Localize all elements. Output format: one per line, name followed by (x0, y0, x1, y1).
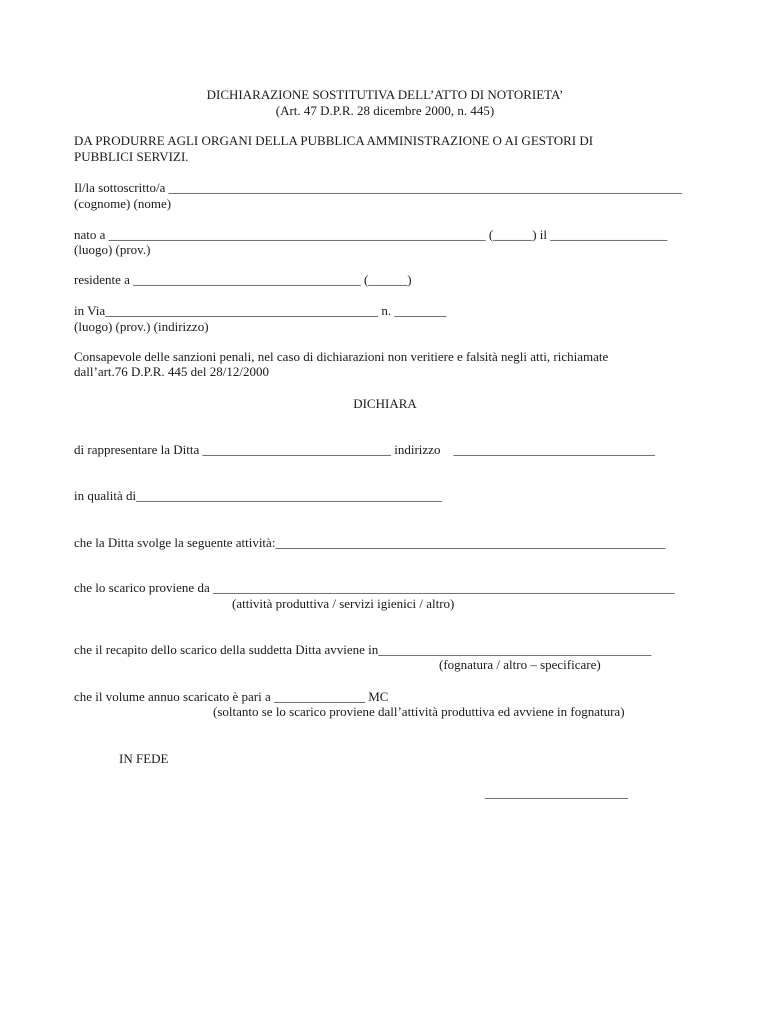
document-title: DICHIARAZIONE SOSTITUTIVA DELL’ATTO DI NOTORIETA’ (206, 87, 564, 102)
intro-line-2: PUBBLICI SERVIZI. (74, 149, 189, 164)
scarico-hint: (attività produttiva / servizi igienici / altro) (232, 596, 455, 611)
volume-field[interactable]: che il volume annuo scaricato è pari a ______________ MC (74, 689, 389, 704)
intro-line-1: DA PRODURRE AGLI ORGANI DELLA PUBBLICA AMMINISTRAZIONE O AI GESTORI DI (74, 133, 594, 148)
sottoscritto-field[interactable]: Il/la sottoscritto/a _______________________________________________________________________________ (74, 180, 683, 195)
via-hint: (luogo) (prov.) (indirizzo) (74, 319, 209, 334)
ditta-field[interactable]: di rappresentare la Ditta _____________________________ indirizzo _______________________________ (74, 442, 655, 457)
nato-field[interactable]: nato a __________________________________________________________ (______) il __________________ (74, 227, 668, 242)
residente-field[interactable]: residente a ___________________________________ (______) (74, 272, 412, 287)
signature-line[interactable]: ______________________ (485, 785, 628, 800)
qualita-field[interactable]: in qualità di_______________________________________________ (74, 488, 442, 503)
dichiara-heading: DICHIARA (353, 396, 417, 411)
recapito-hint: (fognatura / altro – specificare) (439, 657, 601, 672)
volume-hint: (soltanto se lo scarico proviene dall’attività produttiva ed avviene in fognatura) (213, 704, 625, 719)
in-fede-label: IN FEDE (119, 751, 169, 766)
consapevole-line-2: dall’art.76 D.P.R. 445 del 28/12/2000 (74, 364, 269, 379)
scarico-field[interactable]: che lo scarico proviene da _______________________________________________________________________ (74, 580, 675, 595)
cognome-nome-hint: (cognome) (nome) (74, 196, 172, 211)
via-field[interactable]: in Via__________________________________________ n. ________ (74, 303, 447, 318)
attivita-field[interactable]: che la Ditta svolge la seguente attività:____________________________________________________________ (74, 535, 666, 550)
consapevole-line-1: Consapevole delle sanzioni penali, nel caso di dichiarazioni non veritiere e falsità negli atti, richiamate (74, 349, 609, 364)
recapito-field[interactable]: che il recapito dello scarico della suddetta Ditta avviene in__________________________________________ (74, 642, 652, 657)
luogo-prov-hint: (luogo) (prov.) (74, 242, 151, 257)
document-subtitle: (Art. 47 D.P.R. 28 dicembre 2000, n. 445) (275, 103, 495, 118)
